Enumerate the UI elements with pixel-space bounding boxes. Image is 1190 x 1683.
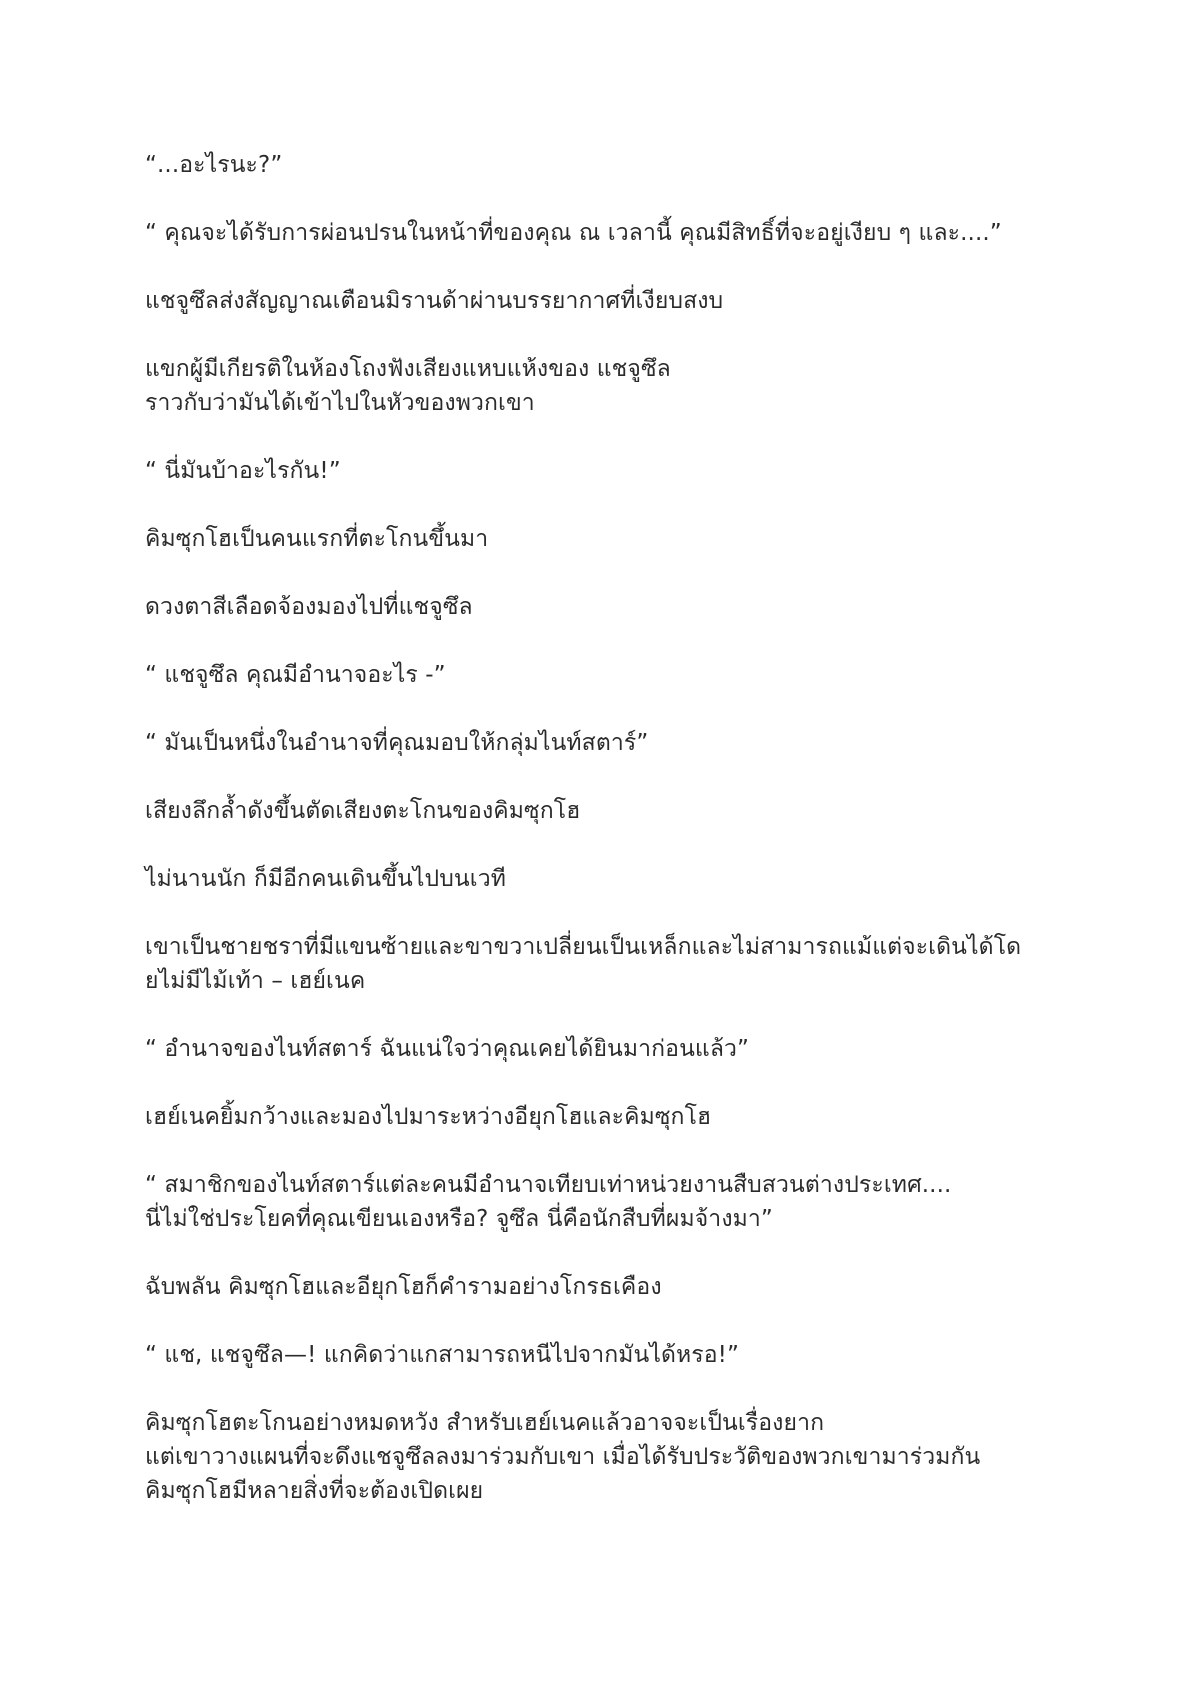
paragraph	[145, 862, 1065, 896]
text-line: ดวงตาสีเลือดจ้องมองไปที่แชจูซึล	[145, 594, 473, 620]
text-line: ยไม่มีไม้เท้า – เฮย์เนค	[145, 968, 366, 994]
paragraph	[145, 1032, 1065, 1066]
text-line: แต่เขาวางแผนที่จะดึงแชจูซึลลงมาร่วมกับเขา เมื่อได้รับประวัติของพวกเขามาร่วมกัน	[145, 1444, 981, 1470]
paragraph	[145, 522, 1065, 556]
text-line: ฉับพลัน คิมซุกโฮและอียุกโฮก็คำรามอย่างโกรธเคือง	[145, 1274, 662, 1300]
paragraph	[145, 658, 1065, 692]
text-line: นี่ไม่ใช่ประโยคที่คุณเขียนเองหรือ? จูซึล นี่คือนักสืบที่ผมจ้างมา”	[145, 1206, 773, 1232]
paragraph	[145, 1168, 1065, 1236]
paragraph	[145, 454, 1065, 488]
text-line: “...อะไรนะ?”	[145, 152, 283, 178]
text-line: “ อำนาจของไนท์สตาร์ ฉันแน่ใจว่าคุณเคยได้ยินมาก่อนแล้ว”	[145, 1036, 750, 1062]
text-line: “ มันเป็นหนึ่งในอำนาจที่คุณมอบให้กลุ่มไนท์สตาร์”	[145, 730, 649, 756]
paragraph	[145, 1100, 1065, 1134]
text-line: ราวกับว่ามันได้เข้าไปในหัวของพวกเขา	[145, 390, 535, 416]
text-line: เขาเป็นชายชราที่มีแขนซ้ายและขาขวาเปลี่ยนเป็นเหล็กและไม่สามารถแม้แต่จะเดินได้โด	[145, 934, 1022, 960]
text-line: ไม่นานนัก ก็มีอีกคนเดินขึ้นไปบนเวที	[145, 866, 506, 892]
paragraph	[145, 590, 1065, 624]
paragraph	[145, 930, 1065, 998]
text-line: เฮย์เนคยิ้มกว้างและมองไปมาระหว่างอียุกโฮและคิมซุกโฮ	[145, 1104, 712, 1130]
paragraph	[145, 352, 1065, 420]
text-line: คิมซุกโฮตะโกนอย่างหมดหวัง สำหรับเฮย์เนคแล้วอาจจะเป็นเรื่องยาก	[145, 1410, 825, 1436]
paragraph	[145, 148, 1065, 182]
text-line: แขกผู้มีเกียรติในห้องโถงฟังเสียงแหบแห้งของ แชจูซึล	[145, 356, 671, 382]
document-body	[145, 148, 1065, 1542]
paragraph	[145, 216, 1065, 250]
paragraph	[145, 1338, 1065, 1372]
paragraph	[145, 726, 1065, 760]
text-line: “ นี่มันบ้าอะไรกัน!”	[145, 458, 341, 484]
text-line: “ แชจูซึล คุณมีอำนาจอะไร -”	[145, 662, 446, 688]
text-line: เสียงลึกล้ำดังขึ้นตัดเสียงตะโกนของคิมซุกโฮ	[145, 798, 581, 824]
paragraph	[145, 794, 1065, 828]
text-line: แชจูซึลส่งสัญญาณเตือนมิรานด้าผ่านบรรยากาศที่เงียบสงบ	[145, 288, 724, 314]
paragraph	[145, 1270, 1065, 1304]
text-line: “ สมาชิกของไนท์สตาร์แต่ละคนมีอำนาจเทียบเท่าหน่วยงานสืบสวนต่างประเทศ....	[145, 1172, 952, 1198]
text-line: “ แช, แชจูซึล—! แกคิดว่าแกสามารถหนีไปจากมันได้หรอ!”	[145, 1342, 740, 1368]
text-line: “ คุณจะได้รับการผ่อนปรนในหน้าที่ของคุณ ณ เวลานี้ คุณมีสิทธิ์ที่จะอยู่เงียบ ๆ และ....”	[145, 220, 1002, 246]
paragraph	[145, 1406, 1065, 1508]
text-line: คิมซุกโฮเป็นคนแรกที่ตะโกนขึ้นมา	[145, 526, 489, 552]
text-line: คิมซุกโฮมีหลายสิ่งที่จะต้องเปิดเผย	[145, 1478, 484, 1504]
paragraph	[145, 284, 1065, 318]
